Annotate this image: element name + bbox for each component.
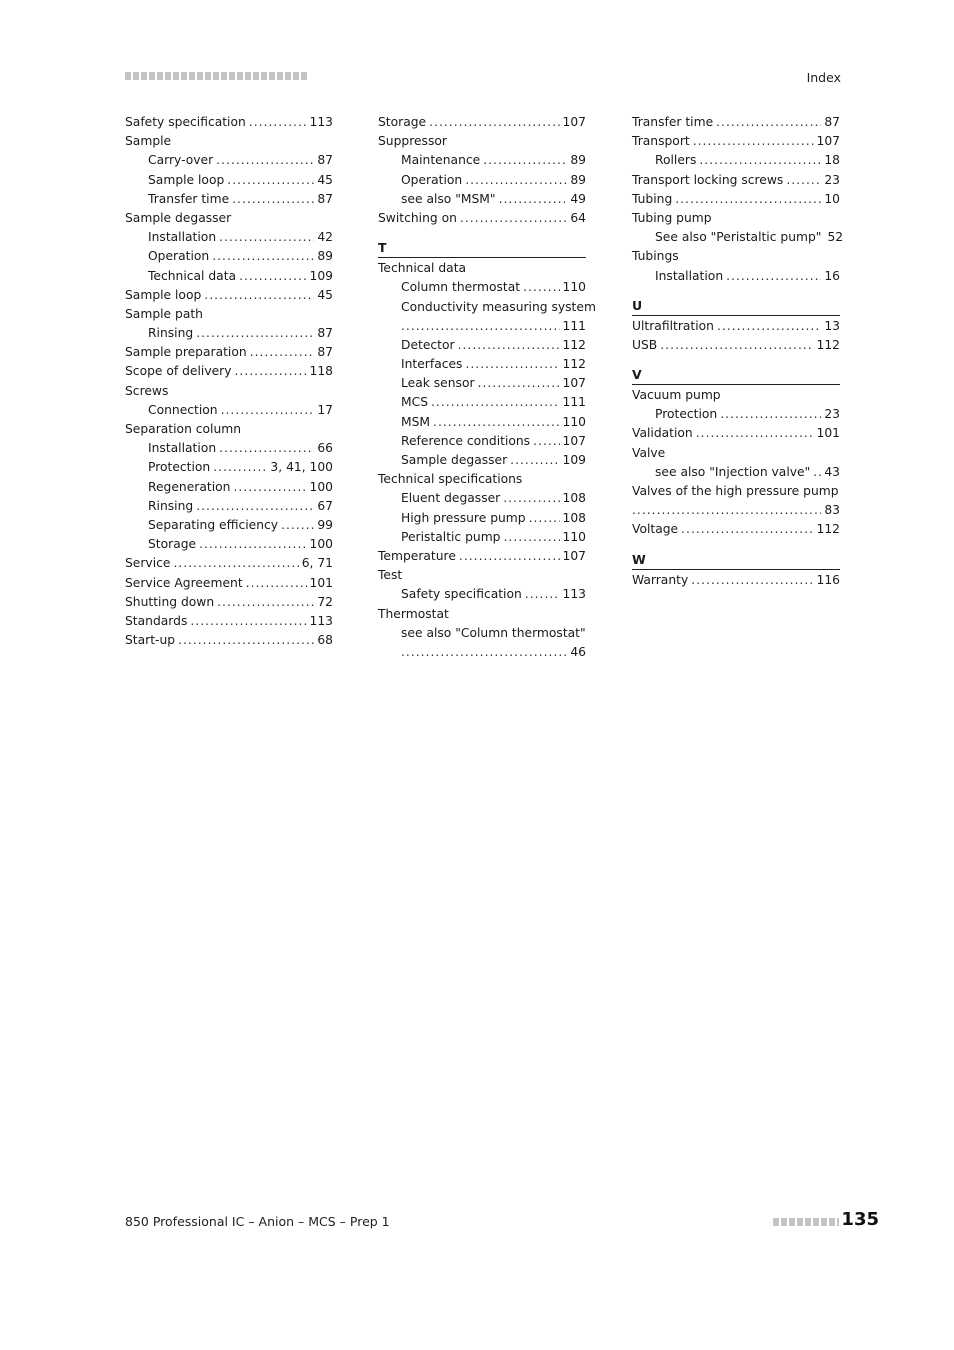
page-reference[interactable]: 108 [562,510,586,525]
dot-leader [232,190,314,209]
page-reference[interactable]: 111 [562,318,586,333]
index-term: MCS [401,395,429,410]
index-column-3 [632,113,844,590]
dot-leader [212,247,314,266]
page-reference[interactable]: 43 [824,464,840,479]
index-subentry [378,298,596,317]
dot-leader [199,535,306,554]
index-entry [378,605,586,624]
index-term: Storage [148,537,197,552]
dot-leader [720,405,821,424]
dot-leader [504,528,560,547]
page-reference[interactable]: 107 [562,376,586,391]
index-entry [378,132,586,151]
index-subentry [378,190,586,209]
index-term: Column thermostat [401,280,521,295]
page-reference[interactable]: 112 [816,337,840,352]
header-title: Index [806,70,841,85]
dot-leader [523,278,559,297]
page-reference[interactable]: 113 [562,587,586,602]
page-reference[interactable]: 113 [309,613,333,628]
index-term: Sample path [125,306,203,321]
index-entry [632,113,840,132]
dot-leader [717,317,821,336]
index-subentry [378,528,586,547]
dot-leader [227,171,314,190]
index-subentry [632,151,840,170]
index-term: Separating efficiency [148,517,279,532]
footer-decoration [773,1218,839,1226]
index-term: Valve [632,445,666,460]
index-subentry [125,478,333,497]
index-term: See also "Peristaltic pump" [655,230,822,245]
index-term: Carry-over [148,153,214,168]
index-term: Technical data [148,268,237,283]
page-reference[interactable]: 87 [317,345,333,360]
dot-leader [465,355,559,374]
index-term: Service [125,556,171,571]
index-entry [632,520,840,539]
dot-leader [529,509,560,528]
index-term: Screws [125,383,169,398]
index-entry [632,444,840,463]
index-entry [125,362,333,381]
dot-leader [478,374,560,393]
page-reference[interactable]: 107 [562,433,586,448]
index-entry [125,113,333,132]
index-entry [632,317,840,336]
page-reference[interactable]: 110 [562,529,586,544]
index-entry [632,190,840,209]
index-entry [632,386,840,405]
index-entry [125,612,333,631]
index-term: Tubings [632,249,679,264]
index-entry [125,554,333,573]
page-reference[interactable]: 89 [570,172,586,187]
index-term: Sample preparation [125,345,247,360]
index-subentry [378,393,586,412]
index-term: Installation [148,441,217,456]
page-reference[interactable]: 112 [562,357,586,372]
page-reference[interactable]: 109 [309,268,333,283]
index-term: High pressure pump [401,510,526,525]
index-term: Transport [632,134,690,149]
index-subentry [378,151,586,170]
index-entry [378,209,586,228]
dot-leader [221,401,315,420]
page-reference[interactable]: 23 [824,172,840,187]
index-subentry [378,336,586,355]
dot-leader [726,267,821,286]
index-term: Warranty [632,572,689,587]
index-term: Peristaltic pump [401,529,501,544]
index-entry [632,247,840,266]
index-entry [125,382,333,401]
index-subentry [125,439,333,458]
page-reference[interactable]: 45 [317,287,333,302]
dot-leader [459,547,560,566]
index-term: Eluent degasser [401,491,501,506]
index-term: MSM [401,414,431,429]
index-term: Voltage [632,522,679,537]
index-subentry [378,509,586,528]
index-entry [125,132,333,151]
index-term: Installation [655,268,724,283]
index-entry [125,593,333,612]
page-reference[interactable]: 113 [309,115,333,129]
page-reference[interactable]: 16 [824,268,840,283]
index-subentry [125,190,333,209]
dot-leader [250,343,315,362]
page-reference[interactable]: 107 [562,115,586,129]
index-entry [632,209,840,228]
index-term: Valves of the high pressure pump [632,484,839,498]
page-reference[interactable]: 107 [816,134,840,149]
dot-leader [246,574,307,593]
index-entry [632,132,840,151]
index-term: Sample degasser [401,453,508,467]
page-reference[interactable]: 64 [570,210,586,225]
index-entry [378,470,586,489]
index-term: Shutting down [125,594,215,609]
index-subentry [378,413,586,432]
index-term: Sample [125,134,172,149]
index-term: see also "MSM" [401,191,496,206]
index-entry [125,420,333,439]
dot-leader [217,593,314,612]
page-reference[interactable]: 100 [309,537,333,552]
index-subentry [125,497,333,516]
index-term: Rinsing [148,326,194,341]
dot-leader [681,520,813,539]
page-reference[interactable]: 87 [317,153,333,168]
dot-leader [219,228,314,247]
index-subentry [125,171,333,190]
index-term: see also "Column thermostat" [401,625,586,640]
index-term: Validation [632,426,693,441]
index-term: Suppressor [378,134,447,149]
index-subentry [632,463,840,482]
index-term: Vacuum pump [632,388,721,403]
index-term: Switching on [378,210,457,225]
page-reference[interactable]: 89 [570,153,586,168]
dot-leader [401,643,567,662]
page-reference[interactable]: 87 [317,191,333,206]
page-reference[interactable]: 10 [824,191,840,206]
page-reference[interactable]: 68 [317,633,333,648]
page-reference[interactable]: 111 [562,395,586,410]
index-term: Rinsing [148,498,194,513]
dot-leader [401,317,560,336]
dot-leader [233,478,306,497]
dot-leader [235,362,307,381]
dot-leader [196,497,314,516]
index-entry [378,547,586,566]
dot-leader [213,458,267,477]
index-term: Regeneration [148,479,231,494]
page-reference[interactable]: 18 [824,153,840,168]
index-term: Maintenance [401,153,481,168]
index-subentry [125,458,333,477]
index-letter-heading: U [632,296,840,316]
page-reference[interactable]: 109 [562,453,586,467]
page-reference[interactable]: 101 [816,426,840,441]
dot-leader [219,439,314,458]
index-subentry [125,324,333,343]
page-reference[interactable]: 66 [317,441,333,456]
page-reference[interactable]: 116 [816,572,840,587]
index-subentry [378,355,586,374]
index-entry [632,482,840,501]
header-decoration [125,72,307,80]
dot-leader [499,190,568,209]
index-term: Scope of delivery [125,364,232,379]
index-entry [632,336,840,355]
dot-leader [525,585,560,604]
index-entry [632,424,840,443]
index-term: Technical data [378,261,467,276]
index-term: Test [378,568,403,583]
dot-leader [216,151,314,170]
index-column-2 [378,113,596,662]
index-column-1 [125,113,333,650]
index-subentry [378,171,586,190]
index-entry [125,286,333,305]
index-term: Storage [378,115,427,129]
index-term: Operation [401,172,463,187]
index-term: Detector [401,337,455,352]
index-subentry [632,267,840,286]
index-term: Safety specification [401,587,522,602]
dot-leader [190,612,306,631]
page-reference[interactable]: 112 [562,337,586,352]
index-subentry [632,228,844,247]
index-term: Interfaces [401,357,463,372]
index-subentry [378,278,586,297]
dot-leader [429,113,559,132]
index-term: Leak sensor [401,376,475,391]
index-subentry [378,317,586,336]
dot-leader [632,501,821,520]
index-subentry [125,151,333,170]
index-term: Transport locking screws [632,172,784,187]
dot-leader [249,113,307,132]
page-reference[interactable]: 45 [317,172,333,187]
index-subentry [125,516,333,535]
index-entry [632,571,840,590]
dot-leader [433,413,559,432]
dot-leader [691,571,813,590]
dot-leader [533,432,559,451]
index-term: Separation column [125,422,242,436]
index-term: see also "Injection valve" [655,464,811,479]
page-reference[interactable]: 3, 41, 100 [270,460,333,475]
page-reference[interactable]: 100 [309,479,333,494]
index-term: Transfer time [632,115,714,129]
index-entry [378,566,586,585]
page-reference[interactable]: 110 [562,414,586,429]
page-reference[interactable]: 17 [317,402,333,417]
dot-leader [460,209,567,228]
page-reference[interactable]: 23 [824,407,840,422]
index-subentry [378,451,586,470]
dot-leader [786,171,821,190]
page-reference[interactable]: 42 [317,230,333,245]
page-reference[interactable]: 89 [317,249,333,264]
dot-leader [204,286,314,305]
index-subentry [125,228,333,247]
footer-document-title: 850 Professional IC – Anion – MCS – Prep 1 [125,1214,390,1229]
index-term: Tubing [632,191,673,206]
index-entry [378,259,586,278]
index-subentry [378,432,586,451]
index-term: Standards [125,613,188,628]
index-term: Reference conditions [401,433,531,448]
index-term: Protection [655,407,718,422]
index-entry [632,171,840,190]
index-term: Service Agreement [125,575,243,590]
index-term: USB [632,337,658,352]
dot-leader [699,151,821,170]
dot-leader [693,132,814,151]
dot-leader [696,424,814,443]
index-term: Sample loop [148,172,225,187]
dot-leader [173,554,298,573]
index-term: Technical specifications [378,472,523,487]
index-entry [632,501,840,520]
dot-leader [675,190,821,209]
dot-leader [813,463,821,482]
index-term: Tubing pump [632,210,712,225]
page-reference[interactable]: 87 [824,115,840,129]
index-entry [125,631,333,650]
page-reference[interactable]: 6, 71 [301,556,333,571]
index-term: Rollers [655,153,697,168]
index-term: Safety specification [125,115,246,129]
index-entry [125,574,333,593]
dot-leader [458,336,560,355]
index-term: Installation [148,230,217,245]
dot-leader [465,171,567,190]
index-subentry [125,267,333,286]
index-letter-heading: V [632,365,840,385]
index-term: Connection [148,402,218,417]
index-term: Protection [148,460,211,475]
page-reference[interactable]: 49 [570,191,586,206]
page-reference[interactable]: 101 [309,575,333,590]
index-letter-heading: T [378,238,586,258]
index-term: Thermostat [378,606,449,621]
page-reference[interactable]: 108 [562,491,586,506]
index-subentry [378,489,586,508]
page-reference[interactable]: 46 [570,644,586,659]
index-term: Transfer time [148,191,230,206]
dot-leader [716,113,821,132]
dot-leader [510,451,559,470]
page-reference[interactable]: 52 [827,230,844,245]
index-letter-heading: W [632,550,840,570]
index-entry [125,209,333,228]
index-subentry [125,247,333,266]
index-subentry [378,643,586,662]
index-term: Start-up [125,633,176,648]
index-term: Operation [148,249,210,264]
index-entry [378,113,586,132]
index-subentry [632,405,840,424]
dot-leader [281,516,314,535]
page-reference[interactable]: 118 [309,364,333,379]
index-subentry [125,535,333,554]
index-term: Temperature [378,548,456,563]
index-term: Conductivity measuring system [401,299,596,314]
dot-leader [483,151,567,170]
index-subentry [378,585,586,604]
dot-leader [431,393,560,412]
page-reference[interactable]: 87 [317,326,333,341]
dot-leader [239,267,306,286]
index-subentry [378,374,586,393]
page-reference[interactable]: 72 [317,594,333,609]
page-reference[interactable]: 112 [816,522,840,537]
index-term: Sample loop [125,287,202,302]
page-reference[interactable]: 110 [562,280,586,295]
page-reference[interactable]: 13 [824,318,840,333]
index-subentry [125,401,333,420]
page-reference[interactable]: 83 [824,503,840,518]
index-entry [125,343,333,362]
index-subentry [378,624,586,643]
page-reference[interactable]: 67 [317,498,333,513]
dot-leader [503,489,559,508]
index-term: Sample degasser [125,210,232,225]
dot-leader [178,631,314,650]
page-reference[interactable]: 107 [562,548,586,563]
page-number: 135 [841,1209,879,1230]
page-reference[interactable]: 99 [317,517,333,532]
dot-leader [196,324,314,343]
dot-leader [660,336,813,355]
index-term: Ultrafiltration [632,318,714,333]
index-entry [125,305,333,324]
